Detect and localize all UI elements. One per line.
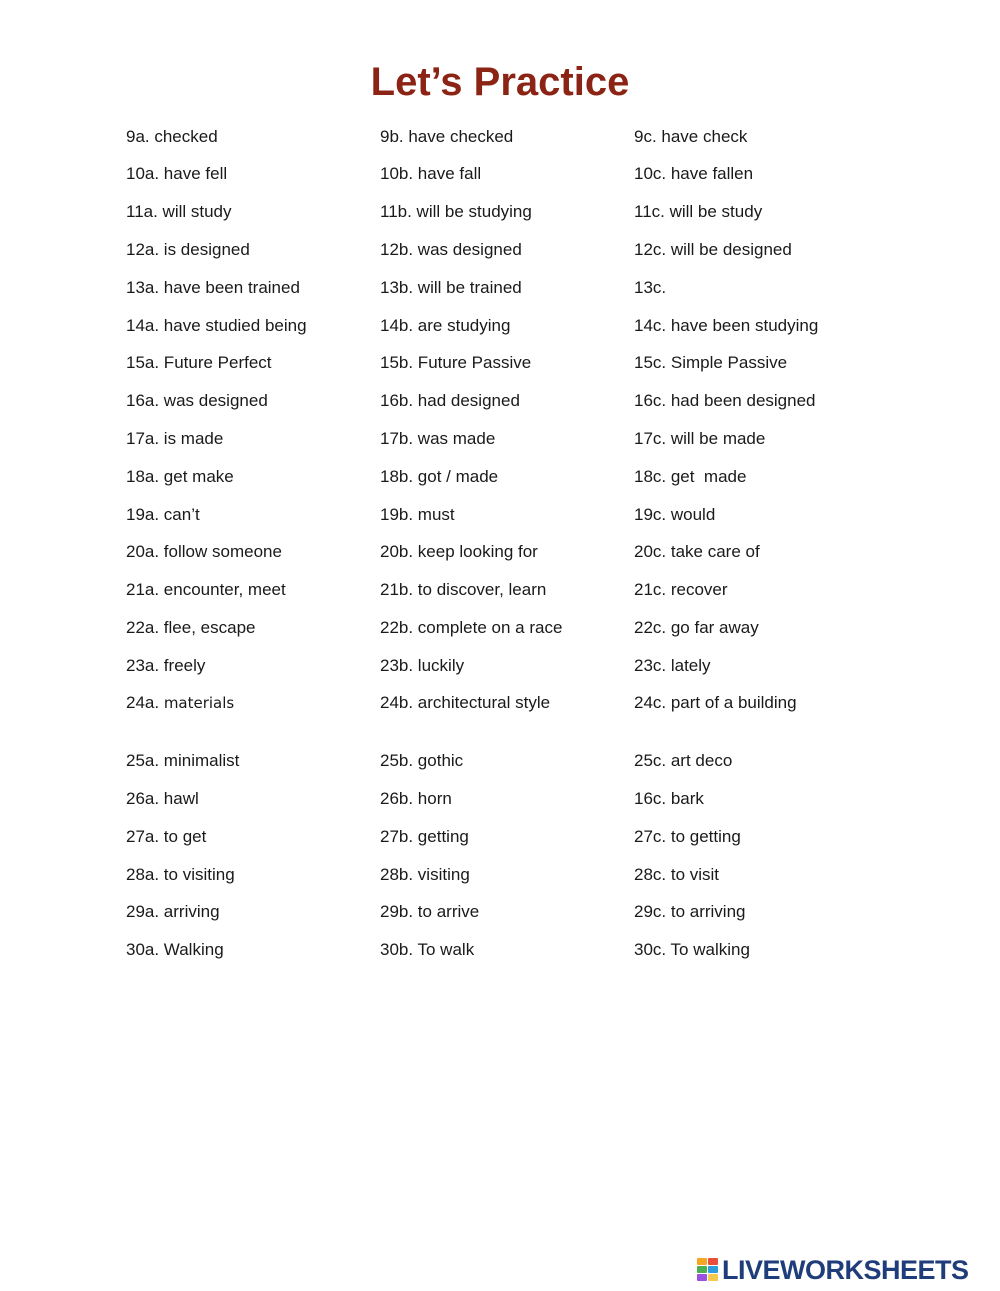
answer-option [126, 787, 199, 811]
answer-option-text: 14a. have studied being [126, 316, 307, 335]
answer-option [634, 654, 711, 678]
answer-option [380, 825, 469, 849]
answer-option [126, 938, 224, 962]
answer-row [0, 616, 1000, 640]
answer-option [126, 351, 272, 375]
answer-option [380, 654, 464, 678]
answer-option-text: 25b. gothic [380, 751, 464, 770]
answer-option-text: 12a. is designed [126, 240, 250, 259]
answer-option-text: 10c. have fallen [634, 164, 754, 183]
answer-option-text: 15a. Future Perfect [126, 353, 272, 372]
answer-option-text: 27b. getting [380, 827, 469, 846]
answer-option-text: 14b. are studying [380, 316, 511, 335]
answer-row [0, 389, 1000, 413]
answer-option-text: 20a. follow someone [126, 542, 282, 561]
answer-option-text: 19c. would [634, 505, 716, 524]
answer-option-text: 29b. to arrive [380, 902, 480, 921]
answer-option [126, 691, 234, 715]
answer-option [634, 125, 747, 149]
answer-option [634, 276, 666, 300]
answer-option-text: 11b. will be studying [380, 202, 532, 221]
answer-option [634, 749, 732, 773]
answer-option [126, 749, 239, 773]
answer-option-text: 17b. was made [380, 429, 496, 448]
answer-option-text: 23b. luckily [380, 656, 465, 675]
answer-option-text: 14c. have been studying [634, 316, 819, 335]
answer-option [634, 578, 728, 602]
answer-option-extra: materials [163, 694, 235, 712]
answer-option [126, 427, 223, 451]
answer-option-text: 19b. must [380, 505, 455, 524]
answer-row [0, 938, 1000, 962]
answer-option-text: 18b. got / made [380, 467, 499, 486]
answer-row [0, 238, 1000, 262]
answer-option-text: 25c. art deco [634, 751, 733, 770]
answer-option-text: 9b. have checked [380, 127, 514, 146]
answer-option [634, 427, 765, 451]
answer-option [634, 351, 787, 375]
answer-option-text: 21a. encounter, meet [126, 580, 286, 599]
answer-option-text: 21c. recover [634, 580, 728, 599]
answer-option-text: 26a. hawl [126, 789, 199, 808]
answer-row [0, 351, 1000, 375]
answer-row [0, 162, 1000, 186]
answer-option [126, 540, 282, 564]
answer-option-text: 22b. complete on a race [380, 618, 563, 637]
answer-option-text: 20c. take care of [634, 542, 760, 561]
answer-row [0, 900, 1000, 924]
answer-option [380, 427, 495, 451]
answer-option [380, 938, 474, 962]
answer-option-text: 20b. keep looking for [380, 542, 538, 561]
answer-row [0, 427, 1000, 451]
answer-option-text: 11a. will study [126, 202, 232, 221]
answer-option-text: 26b. horn [380, 789, 452, 808]
answer-option [126, 276, 300, 300]
answer-row [0, 654, 1000, 678]
answer-row [0, 465, 1000, 489]
answer-option [634, 863, 719, 887]
answer-option [126, 465, 234, 489]
answer-row [0, 125, 1000, 149]
answer-option [126, 162, 227, 186]
answer-option [634, 162, 753, 186]
answer-option-text: 25a. minimalist [126, 751, 240, 770]
answer-option [126, 314, 307, 338]
answer-option-text: 10b. have fall [380, 164, 482, 183]
answer-option [380, 578, 546, 602]
answer-option [126, 900, 220, 924]
answer-option-text: 22a. flee, escape [126, 618, 256, 637]
answer-option [634, 465, 746, 489]
answer-option-text: 16c. bark [634, 789, 704, 808]
answer-option-text: 24a. [126, 693, 164, 712]
answer-option [126, 125, 218, 149]
answer-option-text: 16c. had been designed [634, 391, 816, 410]
answer-option-text: 11c. will be study [634, 202, 763, 221]
answer-option-text: 12c. will be designed [634, 240, 792, 259]
answer-option-text: 15c. Simple Passive [634, 353, 788, 372]
answer-option-text: 17c. will be made [634, 429, 766, 448]
page-title: Let’s Practice [370, 60, 630, 104]
answer-option-text: 18a. get make [126, 467, 234, 486]
answer-row [0, 503, 1000, 527]
answer-option [634, 314, 818, 338]
answer-option-text: 30c. To walking [634, 940, 750, 959]
answer-row [0, 578, 1000, 602]
answer-row [0, 863, 1000, 887]
answer-option [634, 938, 750, 962]
answer-option-text: 23c. lately [634, 656, 711, 675]
answer-option [380, 351, 531, 375]
liveworksheets-logo [697, 1256, 969, 1284]
answer-option-text: 24c. part of a building [634, 693, 797, 712]
answer-option [380, 863, 470, 887]
answer-option [380, 503, 455, 527]
answer-option [380, 314, 510, 338]
answer-row [0, 314, 1000, 338]
answer-option [634, 389, 816, 413]
answer-option [634, 691, 797, 715]
answer-option-text: 13c. [634, 278, 667, 297]
answer-option [126, 654, 205, 678]
answer-option [126, 503, 200, 527]
answer-option-text: 28b. visiting [380, 865, 470, 884]
answer-option-text: 9a. checked [126, 127, 218, 146]
answer-option [380, 200, 532, 224]
answer-option-text: 27c. to getting [634, 827, 741, 846]
answer-option-text: 13a. have been trained [126, 278, 300, 297]
answer-option-text: 16a. was designed [126, 391, 268, 410]
answer-row [0, 787, 1000, 811]
answer-option [380, 162, 481, 186]
answer-option-text: 29a. arriving [126, 902, 220, 921]
answer-option-text: 30b. To walk [380, 940, 475, 959]
answer-option [634, 200, 762, 224]
answer-option-text: 13b. will be trained [380, 278, 522, 297]
answer-option-text: 17a. is made [126, 429, 224, 448]
answer-option [634, 616, 759, 640]
answer-option [380, 389, 520, 413]
answer-option-text: 23a. freely [126, 656, 206, 675]
answer-option [634, 503, 715, 527]
answer-row [0, 691, 1000, 715]
answer-option-text: 19a. can’t [126, 505, 200, 524]
answer-option [380, 616, 562, 640]
answer-row [0, 276, 1000, 300]
answer-option [380, 540, 538, 564]
liveworksheets-blocks-icon [697, 1258, 719, 1282]
answer-option [380, 276, 522, 300]
answer-option-text: 21b. to discover, learn [380, 580, 547, 599]
answer-option [634, 540, 760, 564]
answer-option-text: 24b. architectural style [380, 693, 551, 712]
answer-option [634, 825, 741, 849]
answer-option-text: 28c. to visit [634, 865, 720, 884]
answer-option [126, 389, 268, 413]
answer-option [126, 616, 255, 640]
answer-option [380, 125, 513, 149]
answer-option [380, 900, 479, 924]
answer-row [0, 825, 1000, 849]
answer-option [634, 238, 792, 262]
answer-option [126, 863, 235, 887]
answer-option [380, 691, 550, 715]
answer-option [126, 238, 250, 262]
answer-option [380, 749, 463, 773]
answer-option-text: 18c. get made [634, 467, 747, 486]
liveworksheets-wordmark: LIVEWORKSHEETS [722, 1255, 969, 1285]
answer-option [380, 465, 498, 489]
answer-option [380, 787, 452, 811]
answer-option-text: 16b. had designed [380, 391, 520, 410]
answer-option-text: 15b. Future Passive [380, 353, 532, 372]
answer-row [0, 540, 1000, 564]
answer-option [634, 900, 746, 924]
answer-option-text: 9c. have check [634, 127, 748, 146]
answer-option-text: 29c. to arriving [634, 902, 746, 921]
answer-row [0, 749, 1000, 773]
answer-option-text: 22c. go far away [634, 618, 759, 637]
answer-option-text: 27a. to get [126, 827, 207, 846]
answer-option [126, 200, 232, 224]
answer-option [380, 238, 522, 262]
answer-option [634, 787, 704, 811]
answer-option-text: 10a. have fell [126, 164, 228, 183]
answer-option [126, 825, 206, 849]
answer-option-text: 28a. to visiting [126, 865, 235, 884]
answer-option [126, 578, 286, 602]
answer-option-text: 12b. was designed [380, 240, 522, 259]
answer-row [0, 200, 1000, 224]
answer-option-text: 30a. Walking [126, 940, 224, 959]
